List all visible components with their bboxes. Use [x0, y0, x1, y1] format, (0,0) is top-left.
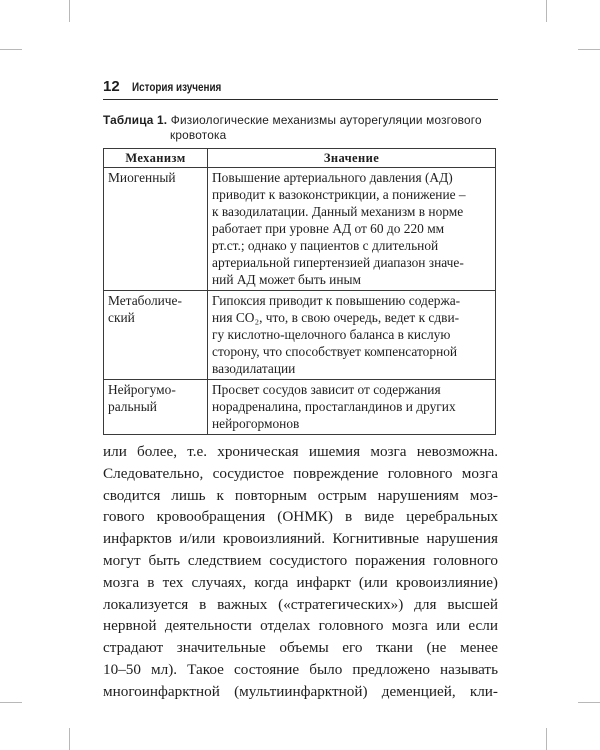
crop-mark — [0, 702, 22, 703]
table-row — [104, 291, 496, 380]
table-header-row — [104, 149, 496, 168]
body-line: инфарктов и/или кровоизлияний. Когнитивные нарушения — [103, 530, 498, 548]
cell-line: вазодилатации — [212, 361, 296, 376]
meaning-cell — [208, 168, 496, 291]
caption-line-2: кровотока — [170, 128, 227, 142]
body-line: 10–50 мл). Такое состояние было предложено называть — [103, 660, 498, 678]
column-header-meaning: Значение — [208, 149, 496, 168]
cell-line: норадреналина, простагландинов и других — [212, 399, 456, 414]
cell-line: ния СО₂, что, в свою очередь, ведет к сдви- — [212, 310, 460, 325]
body-text — [103, 441, 498, 703]
header-rule — [103, 99, 498, 100]
cell-line: гу кислотно-щелочного баланса в кислую — [212, 327, 451, 342]
section-title: История изучения — [131, 82, 222, 94]
mechanism-cell — [104, 380, 208, 435]
crop-mark — [578, 702, 600, 703]
body-line: могут быть следствием сосудистого поражения головного — [103, 551, 498, 569]
mechanism-cell — [104, 168, 208, 291]
caption-label: Таблица 1. — [103, 113, 168, 127]
table-caption — [103, 113, 503, 143]
body-line: мозга в тех случаях, когда инфаркт (или кровоизлияние) — [103, 573, 498, 591]
crop-mark — [69, 728, 70, 750]
cell-line: приводит к вазоконстрикции, а понижение – — [212, 187, 466, 202]
cell-line: Миогенный — [108, 170, 176, 185]
cell-line: к вазодилатации. Данный механизм в норме — [212, 204, 464, 219]
cell-line: сторону, что способствует компенсаторной — [212, 344, 458, 359]
mechanisms-table — [103, 148, 496, 435]
crop-mark — [546, 0, 547, 22]
cell-line: Повышение артериального давления (АД) — [212, 170, 453, 185]
crop-mark — [0, 49, 22, 50]
cell-line: Гипоксия приводит к повышению содержа- — [212, 293, 461, 308]
meaning-cell — [208, 380, 496, 435]
cell-line: ний АД может быть иным — [212, 272, 361, 287]
meaning-cell — [208, 291, 496, 380]
cell-line: ский — [108, 310, 135, 325]
cell-line: Нейрогумо- — [108, 382, 176, 397]
cell-line: ральный — [108, 399, 157, 414]
body-line: локализуется в важных («стратегических») для высшей — [103, 595, 498, 613]
cell-line: рт.ст.; однако у пациентов с длительной — [212, 238, 439, 253]
body-line: страдают значительные объемы его ткани (не менее — [103, 639, 498, 657]
column-header-mechanism: Механизм — [104, 149, 208, 168]
body-line: Следовательно, сосудистое повреждение головного мозга — [103, 464, 498, 482]
caption-line-1: Физиологические механизмы ауторегуляции мозгового — [170, 113, 482, 127]
crop-mark — [546, 728, 547, 750]
cell-line: Метаболиче- — [108, 293, 182, 308]
table-row — [104, 380, 496, 435]
cell-line: работает при уровне АД от 60 до 220 мм — [212, 221, 445, 236]
running-head — [103, 78, 498, 95]
body-line: многоинфарктной (мультиинфарктной) деменцией, кли- — [103, 682, 498, 700]
body-line: гового кровообращения (ОНМК) в виде церебральных — [103, 508, 498, 526]
body-line: или более, т.е. хроническая ишемия мозга невозможна. — [103, 443, 498, 460]
page-number: 12 — [103, 78, 120, 95]
crop-mark — [578, 49, 600, 50]
body-line: нервной деятельности отделах головного мозга или если — [103, 617, 498, 635]
body-line: сводится лишь к повторным острым нарушениям моз- — [103, 486, 498, 504]
table-row — [104, 168, 496, 291]
cell-line: нейрогормонов — [212, 416, 300, 431]
mechanism-cell — [104, 291, 208, 380]
cell-line: артериальной гипертензией диапазон значе- — [212, 255, 464, 270]
crop-mark — [69, 0, 70, 22]
cell-line: Просвет сосудов зависит от содержания — [212, 382, 441, 397]
